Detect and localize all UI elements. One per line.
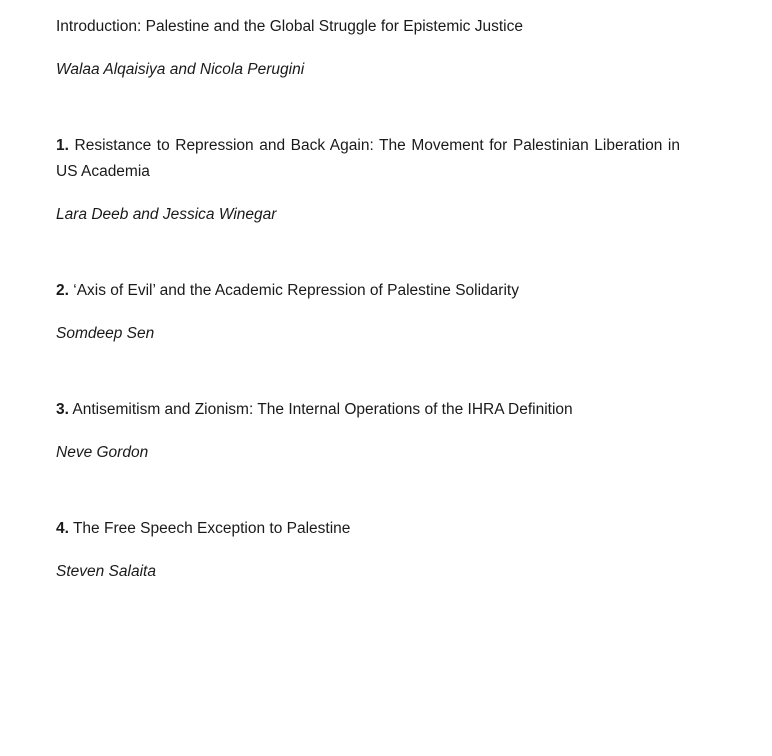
- toc-entry: [56, 278, 680, 347]
- toc-entry-number: 4.: [56, 520, 69, 537]
- toc-entry-title-text: Antisemitism and Zionism: The Internal Operations of the IHRA Definition: [72, 401, 573, 418]
- toc-entry-title: [56, 278, 680, 304]
- toc-entry-title-text: The Free Speech Exception to Palestine: [72, 520, 351, 537]
- toc-entry-title: [56, 133, 680, 185]
- toc-entry-number: 3.: [56, 401, 69, 418]
- toc-entry: [56, 14, 680, 83]
- toc-entry-authors: Neve Gordon: [56, 444, 149, 461]
- toc-entry: [56, 516, 680, 585]
- toc-entry-number: 2.: [56, 282, 69, 299]
- toc-entry-title-text: Resistance to Repression and Back Again: The Movement for Palestinian Liberation in US Academia: [56, 137, 680, 180]
- toc-entry-title: [56, 397, 680, 423]
- toc-entry-authors: Lara Deeb and Jessica Winegar: [56, 206, 277, 223]
- toc-entry-title-text: Introduction: Palestine and the Global Struggle for Epistemic Justice: [56, 18, 523, 35]
- toc-entry-authors: Walaa Alqaisiya and Nicola Perugini: [56, 61, 305, 78]
- toc-entry-authors: Steven Salaita: [56, 563, 156, 580]
- toc-entry: [56, 133, 680, 228]
- toc-entry-authors: Somdeep Sen: [56, 325, 155, 342]
- toc-entry-title: [56, 14, 680, 40]
- toc-entry-title: [56, 516, 680, 542]
- toc-entry: [56, 397, 680, 466]
- toc-entry-number: 1.: [56, 137, 69, 154]
- toc-entry-title-text: ‘Axis of Evil’ and the Academic Repression of Palestine Solidarity: [73, 282, 519, 299]
